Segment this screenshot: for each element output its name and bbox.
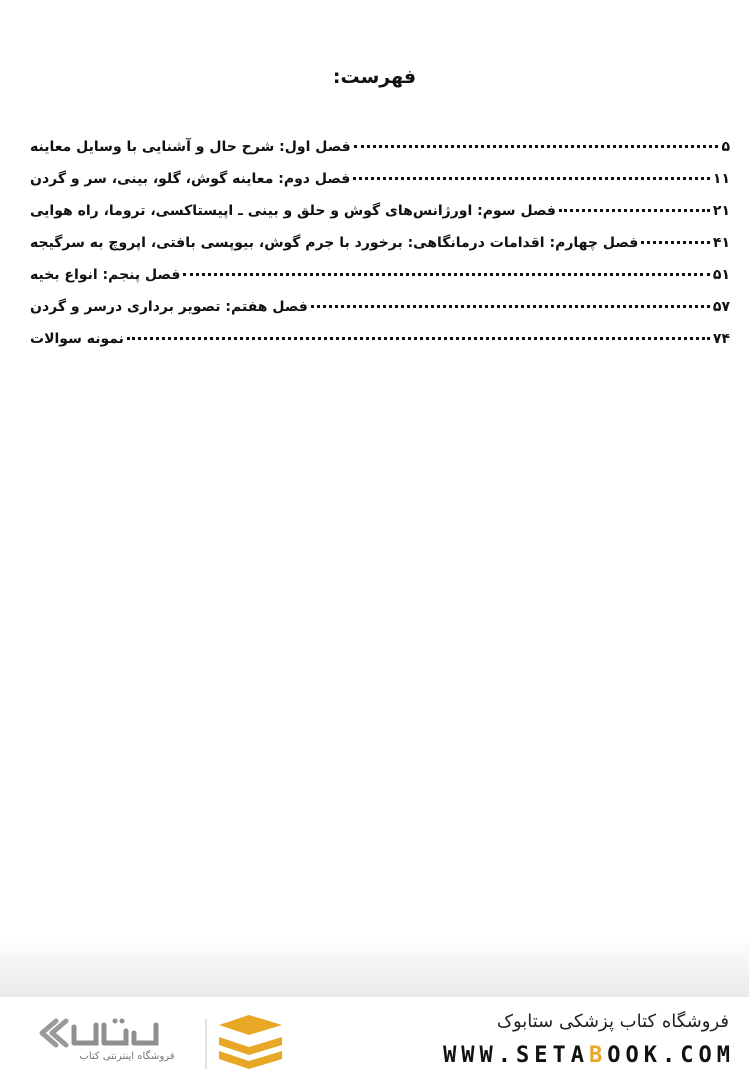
toc-entry[interactable] bbox=[30, 232, 730, 264]
toc-entry-page: ۵ bbox=[721, 139, 730, 155]
toc-entry-page: ۵۷ bbox=[712, 299, 730, 315]
toc-dot-leader bbox=[641, 241, 710, 244]
store-name: فروشگاه کتاب پزشکی ستابوک bbox=[496, 1011, 729, 1032]
toc-entry[interactable] bbox=[30, 136, 730, 168]
toc-entry-page: ۲۱ bbox=[712, 203, 730, 219]
toc-entry[interactable] bbox=[30, 264, 730, 296]
store-url-highlight: B bbox=[589, 1043, 608, 1068]
toc-entry-label: نمونه سوالات bbox=[30, 331, 124, 347]
toc-entry-label: فصل پنجم: انواع بخیه bbox=[30, 267, 181, 283]
toc-entry-label: فصل دوم: معاینه گوش، گلو، بینی، سر و گردن bbox=[30, 171, 351, 187]
toc-entry-label: فصل چهارم: اقدامات درمانگاهی: برخورد با جرم گوش، بیوپسی بافتی، اپروچ به سرگیجه bbox=[30, 235, 639, 251]
toc-list bbox=[30, 136, 730, 360]
store-url-part: SETA bbox=[516, 1043, 590, 1068]
store-url-suffix: OOK.COM bbox=[607, 1043, 735, 1068]
toc-entry-page: ۷۴ bbox=[712, 331, 730, 347]
store-footer bbox=[0, 997, 749, 1080]
store-url-prefix: WWW. bbox=[443, 1043, 517, 1068]
toc-entry-label: فصل سوم: اورژانس‌های گوش و حلق و بینی ـ اپیستاکسی، تروما، راه هوایی bbox=[30, 203, 556, 219]
toc-entry-page: ۴۱ bbox=[712, 235, 730, 251]
toc-entry[interactable] bbox=[30, 168, 730, 200]
toc-dot-leader bbox=[311, 305, 710, 308]
toc-dot-leader bbox=[353, 177, 710, 180]
logo-subtitle: فروشگاه اینترنتی کتاب bbox=[79, 1051, 175, 1062]
toc-dot-leader bbox=[559, 209, 710, 212]
toc-entry-page: ۱۱ bbox=[712, 171, 730, 187]
toc-entry[interactable] bbox=[30, 296, 730, 328]
toc-dot-leader bbox=[127, 337, 710, 340]
toc-dot-leader bbox=[183, 273, 709, 276]
store-logo[interactable] bbox=[34, 1013, 294, 1073]
toc-entry[interactable] bbox=[30, 328, 730, 360]
toc-entry-label: فصل اول: شرح حال و آشنایی با وسایل معاینه bbox=[30, 139, 351, 155]
toc-entry[interactable] bbox=[30, 200, 730, 232]
setabook-logo-icon bbox=[34, 1013, 294, 1073]
toc-entry-label: فصل هفتم: تصویر برداری درسر و گردن bbox=[30, 299, 308, 315]
store-url[interactable] bbox=[443, 1043, 735, 1068]
toc-title: فهرست: bbox=[332, 66, 417, 88]
footer-shadow bbox=[0, 935, 749, 997]
toc-entry-page: ۵۱ bbox=[712, 267, 730, 283]
toc-dot-leader bbox=[354, 145, 719, 148]
